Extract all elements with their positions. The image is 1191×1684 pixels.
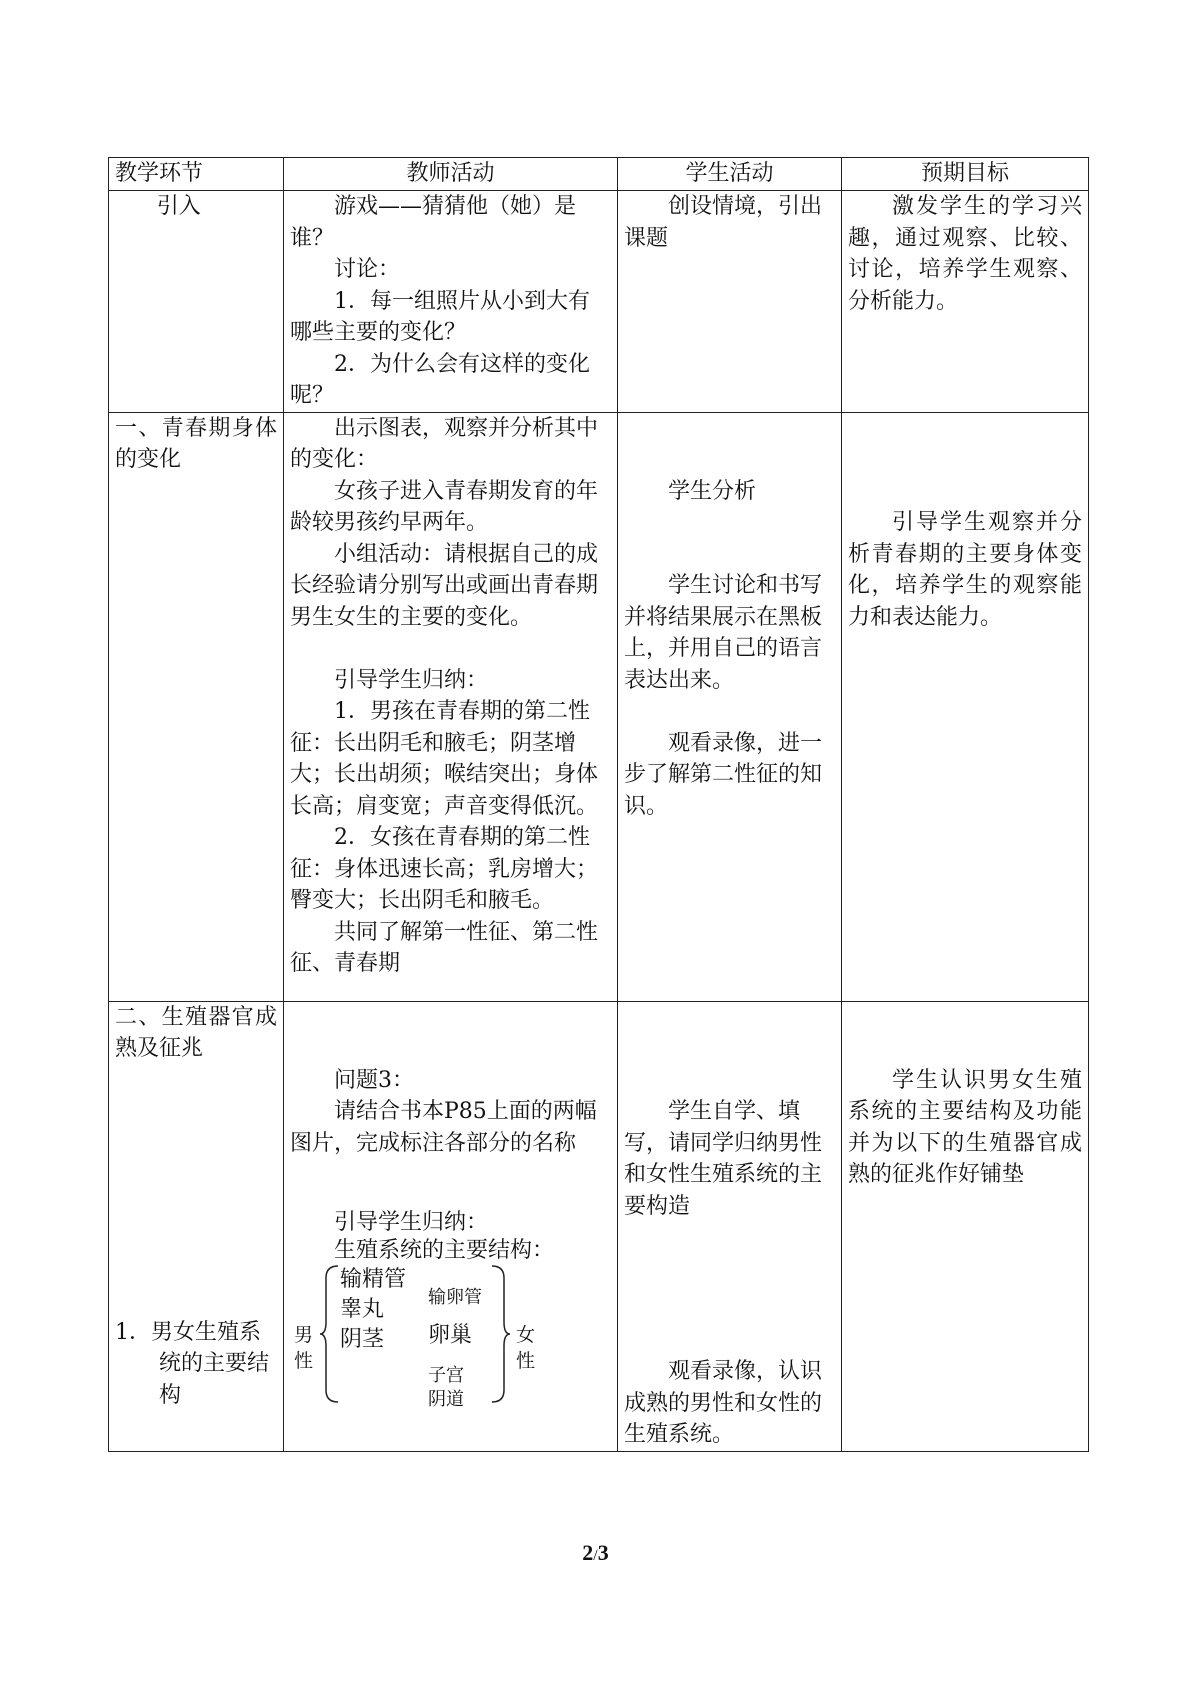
reproductive-structure-diagram (290, 1264, 611, 1414)
page-number: 2/3 (582, 1540, 609, 1565)
table-row-body-changes (109, 412, 1089, 1001)
right-brace-icon (488, 1264, 512, 1404)
male-item: 睾丸 (340, 1297, 385, 1322)
teacher-cell: 出示图表，观察并分析其中的变化： 女孩子进入青春期发育的年龄较男孩约早两年。 小组活动：请根据自己的成长经验请分别写出或画出青春期男生女生的主要的变化。 引导学生归纳： 1．男孩在青春期的第二性征：长出阴毛和腋毛；阴茎增大；长出胡须；喉结突出；身体长高；肩变宽；声音变得低沉。 2．女孩在青春期的第二性征：身体迅速长高；乳房增大；臀变大；长出阴毛和腋毛。 共同了解第一性征、第二性征、青春期 (284, 412, 618, 1001)
goal-cell: 引导学生观察并分析青春期的主要身体变化，培养学生的观察能力和表达能力。 (842, 412, 1089, 1001)
header-goal: 预期目标 (842, 158, 1089, 191)
female-item: 子宫 (428, 1365, 464, 1386)
female-item: 阴道 (428, 1389, 464, 1410)
male-item: 输精管 (340, 1267, 407, 1292)
stage-cell: 二、生殖器官成熟及征兆 1．男女生殖系统的主要结构 (109, 1001, 284, 1451)
male-item: 阴茎 (340, 1327, 385, 1352)
goal-cell: 激发学生的学习兴趣，通过观察、比较、讨论，培养学生观察、分析能力。 (842, 191, 1089, 413)
student-cell: 创设情境，引出课题 (618, 191, 842, 413)
table-row-organs (109, 1001, 1089, 1451)
female-item: 输卵管 (428, 1287, 482, 1308)
teacher-cell: 问题3： 请结合书本P85上面的两幅图片，完成标注各部分的名称 引导学生归纳： 生殖系统的主要结构： 男性 输精管 睾丸 阴茎 输卵管 卵巢 子宫 阴道 女性 (284, 1001, 618, 1451)
left-brace-icon (318, 1264, 342, 1404)
female-item: 卵巢 (428, 1323, 473, 1348)
goal-cell: 学生认识男女生殖系统的主要结构及功能并为以下的生殖器官成熟的征兆作好铺垫 (842, 1001, 1089, 1451)
student-cell: 学生自学、填写，请同学归纳男性和女性生殖系统的主要构造 观看录像，认识成熟的男性和女性的生殖系统。 (618, 1001, 842, 1451)
header-stage: 教学环节 (109, 158, 284, 191)
table-header-row (109, 158, 1089, 191)
student-cell: 学生分析 学生讨论和书写并将结果展示在黑板上，并用自己的语言表达出来。 观看录像，进一步了解第二性征的知识。 (618, 412, 842, 1001)
table-row-intro (109, 191, 1089, 413)
header-student: 学生活动 (618, 158, 842, 191)
header-teacher: 教师活动 (284, 158, 618, 191)
stage-cell: 引入 (109, 191, 284, 413)
teacher-cell: 游戏——猜猜他（她）是谁？ 讨论： 1．每一组照片从小到大有哪些主要的变化？ 2．为什么会有这样的变化呢？ (284, 191, 618, 413)
male-label: 男性 (294, 1324, 314, 1372)
stage-cell: 一、青春期身体的变化 (109, 412, 284, 1001)
female-label: 女性 (516, 1324, 536, 1372)
lesson-plan-table (108, 157, 1089, 1452)
